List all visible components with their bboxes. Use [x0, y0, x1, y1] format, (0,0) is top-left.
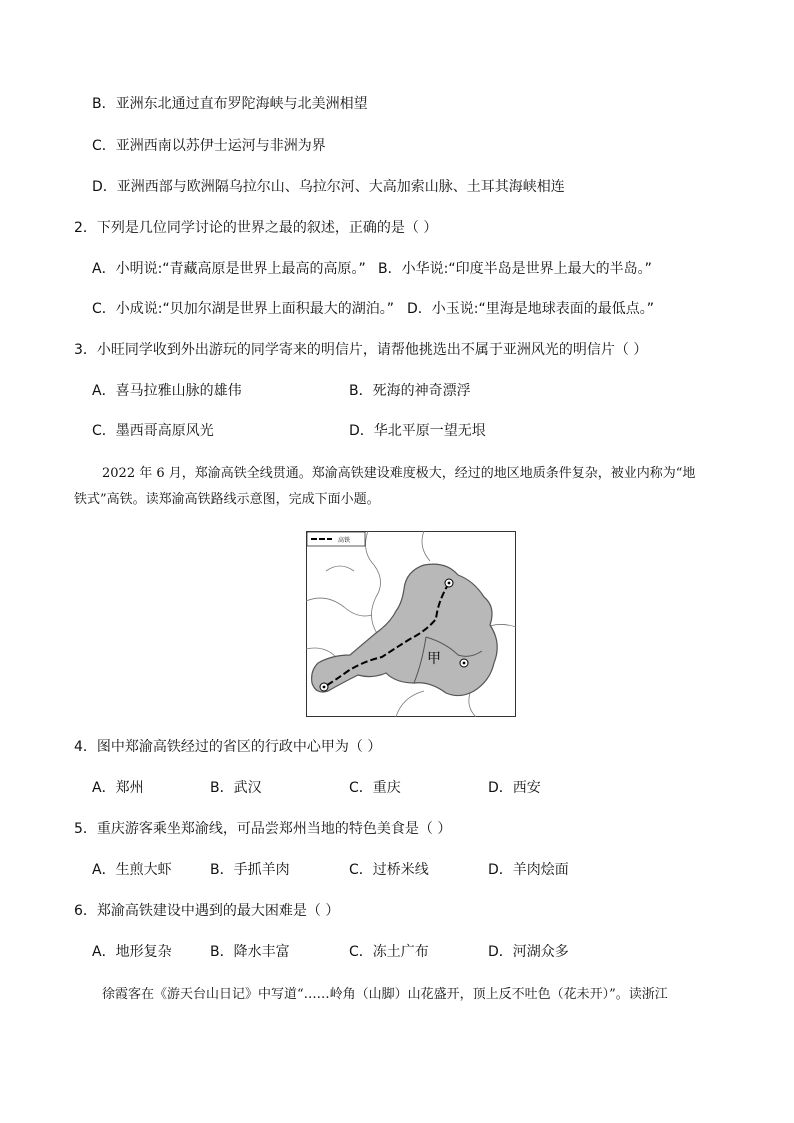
- q2-stem: 2．下列是几位同学讨论的世界之最的叙述，正确的是（ ）: [74, 220, 438, 236]
- q1-option-d: D．亚洲西部与欧洲隔乌拉尔山、乌拉尔河、大高加索山脉、土耳其海峡相连: [92, 179, 565, 195]
- q5-option-d: D．羊肉烩面: [488, 862, 569, 878]
- q1-option-b: B．亚洲东北通过直布罗陀海峡与北美洲相望: [92, 96, 368, 112]
- q5-option-a: A．生煎大虾: [92, 862, 172, 878]
- q3-option-d: D．华北平原一望无垠: [349, 423, 486, 439]
- map-legend: [307, 532, 365, 546]
- intro-zhengyu-line1: 2022 年 6 月，郑渝高铁全线贯通。郑渝高铁建设难度极大，经过的地区地质条件复杂，被业内称为“地: [102, 466, 696, 481]
- q3-option-b: B．死海的神奇漂浮: [349, 383, 471, 399]
- q2-option-b: B．小华说:“印度半岛是世界上最大的半岛。”: [378, 261, 652, 277]
- zhengzhou-city-marker: [445, 579, 453, 587]
- q4-stem: 4．图中郑渝高铁经过的省区的行政中心甲为（ ）: [74, 739, 382, 755]
- intro-zhengyu-line2: 铁式”高铁。读郑渝高铁路线示意图，完成下面小题。: [74, 492, 380, 507]
- q6-option-d: D．河湖众多: [488, 944, 569, 960]
- q5-option-b: B．手抓羊肉: [210, 862, 290, 878]
- q6-option-b: B．降水丰富: [210, 944, 290, 960]
- region-label-jia: 甲: [427, 651, 441, 667]
- q4-option-c: C．重庆: [349, 780, 401, 796]
- q5-stem: 5．重庆游客乘坐郑渝线，可品尝郑州当地的特色美食是（ ）: [74, 821, 452, 837]
- q4-option-b: B．武汉: [210, 780, 262, 796]
- legend-label-railway: 高铁: [338, 537, 351, 544]
- q6-stem: 6．郑渝高铁建设中遇到的最大困难是（ ）: [74, 903, 340, 919]
- q5-option-c: C．过桥米线: [349, 862, 429, 878]
- zhengyu-railway-map: [306, 531, 516, 717]
- capital-jia-marker: [460, 659, 468, 667]
- q3-option-a: A．喜马拉雅山脉的雄伟: [92, 383, 242, 399]
- q1-option-c: C．亚洲西南以苏伊士运河与非洲为界: [92, 138, 326, 154]
- chongqing-city-marker: [320, 683, 328, 691]
- q6-option-a: A．地形复杂: [92, 944, 172, 960]
- q6-option-c: C．冻土广布: [349, 944, 429, 960]
- intro-xu-xiake-line1: 徐霞客在《游天台山日记》中写道“……岭角（山脚）山花盛开，顶上反不吐色（花未开）”。读浙江: [102, 987, 668, 1002]
- q4-option-d: D．西安: [488, 780, 541, 796]
- q4-option-a: A．郑州: [92, 780, 144, 796]
- q2-option-c: C．小成说:“贝加尔湖是世界上面积最大的湖泊。”: [92, 301, 394, 317]
- q2-option-a: A．小明说:“青藏高原是世界上最高的高原。”: [92, 261, 366, 277]
- q2-option-d: D．小玉说:“里海是地球表面的最低点。”: [407, 301, 655, 317]
- q3-option-c: C．墨西哥高原风光: [92, 423, 214, 439]
- q3-stem: 3．小旺同学收到外出游玩的同学寄来的明信片，请帮他挑选出不属于亚洲风光的明信片（ ）: [74, 342, 648, 358]
